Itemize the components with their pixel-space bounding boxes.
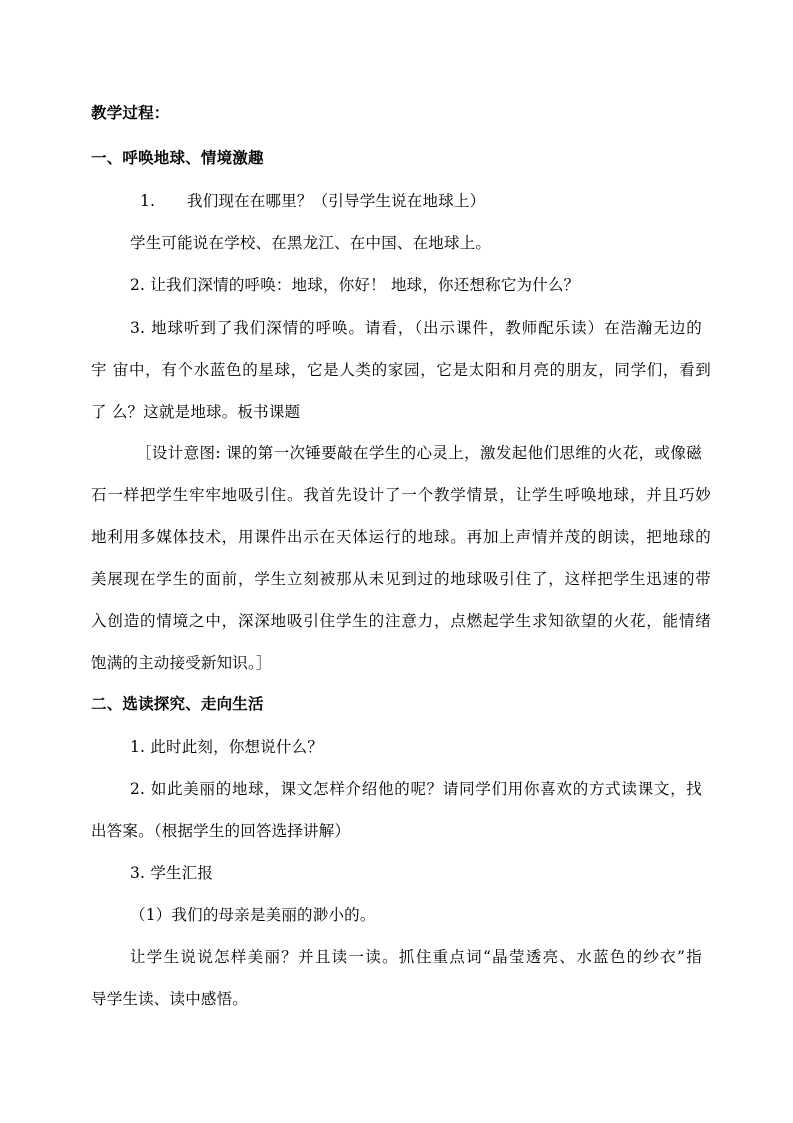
- section1-item1-answer: 学生可能说在学校、在黑龙江、在中国、在地球上。: [130, 234, 492, 252]
- section1-title: 一、呼唤地球、情境激趣: [91, 149, 264, 167]
- section2-sub1-line1: 让学生说说怎样美丽？并且读一读。抓住重点词“晶莹透亮、水蓝色的纱衣”指: [130, 948, 702, 966]
- section1-item1-number: 1.: [140, 192, 156, 210]
- section2-sub1-line2: 导学生读、读中感悟。: [91, 990, 249, 1008]
- section2-item2-line2: 出答案。（根据学生的回答选择讲解）: [91, 822, 351, 840]
- section1-item3-line3: 了 么？这就是地球。板书课题: [91, 403, 301, 421]
- design-intent-line3: 地利用多媒体技术，用课件出示在天体运行的地球。再加上声情并茂的朗读，把地球的: [91, 528, 711, 546]
- section1-item2: 2. 让我们深情的呼唤：地球，你好！ 地球，你还想称它为什么？: [130, 276, 580, 294]
- section2-title: 二、选读探究、走向生活: [91, 695, 264, 713]
- section1-item3-line1: 3. 地球听到了我们深情的呼唤。请看，（出示课件，教师配乐读）在浩瀚无边的: [130, 319, 702, 337]
- design-intent-line4: 美展现在学生的面前，学生立刻被那从未见到过的地球吸引住了，这样把学生迅速的带: [91, 570, 711, 588]
- section1-item3-line2: 宇 宙中，有个水蓝色的星球，它是人类的家园，它是太阳和月亮的朋友，同学们，看到: [91, 361, 711, 379]
- design-intent-line2: 石一样把学生牢牢地吸引住。我首先设计了一个教学情景，让学生呼唤地球，并且巧妙: [91, 486, 711, 504]
- design-intent-line1: ［设计意图: 课的第一次锤要敲在学生的心灵上，激发起他们思维的火花，或像磁: [136, 444, 702, 462]
- section2-sub1: （1）我们的母亲是美丽的渺小的。: [130, 906, 376, 924]
- section1-item1-text: 我们现在在哪里？（引导学生说在地球上）: [187, 192, 486, 210]
- section2-item1: 1. 此时此刻，你想说什么？: [130, 738, 324, 756]
- section2-item2-line1: 2. 如此美丽的地球，课文怎样介绍他的呢？请同学们用你喜欢的方式读课文，找: [130, 780, 702, 798]
- section2-item3: 3. 学生汇报: [130, 864, 214, 882]
- design-intent-line5: 入创造的情境之中，深深地吸引住学生的注意力，点燃起学生求知欲望的火花，能情绪: [91, 612, 711, 630]
- design-intent-line6: 饱满的主动接受新知识。］: [91, 654, 272, 672]
- heading-main: 教学过程：: [91, 104, 170, 122]
